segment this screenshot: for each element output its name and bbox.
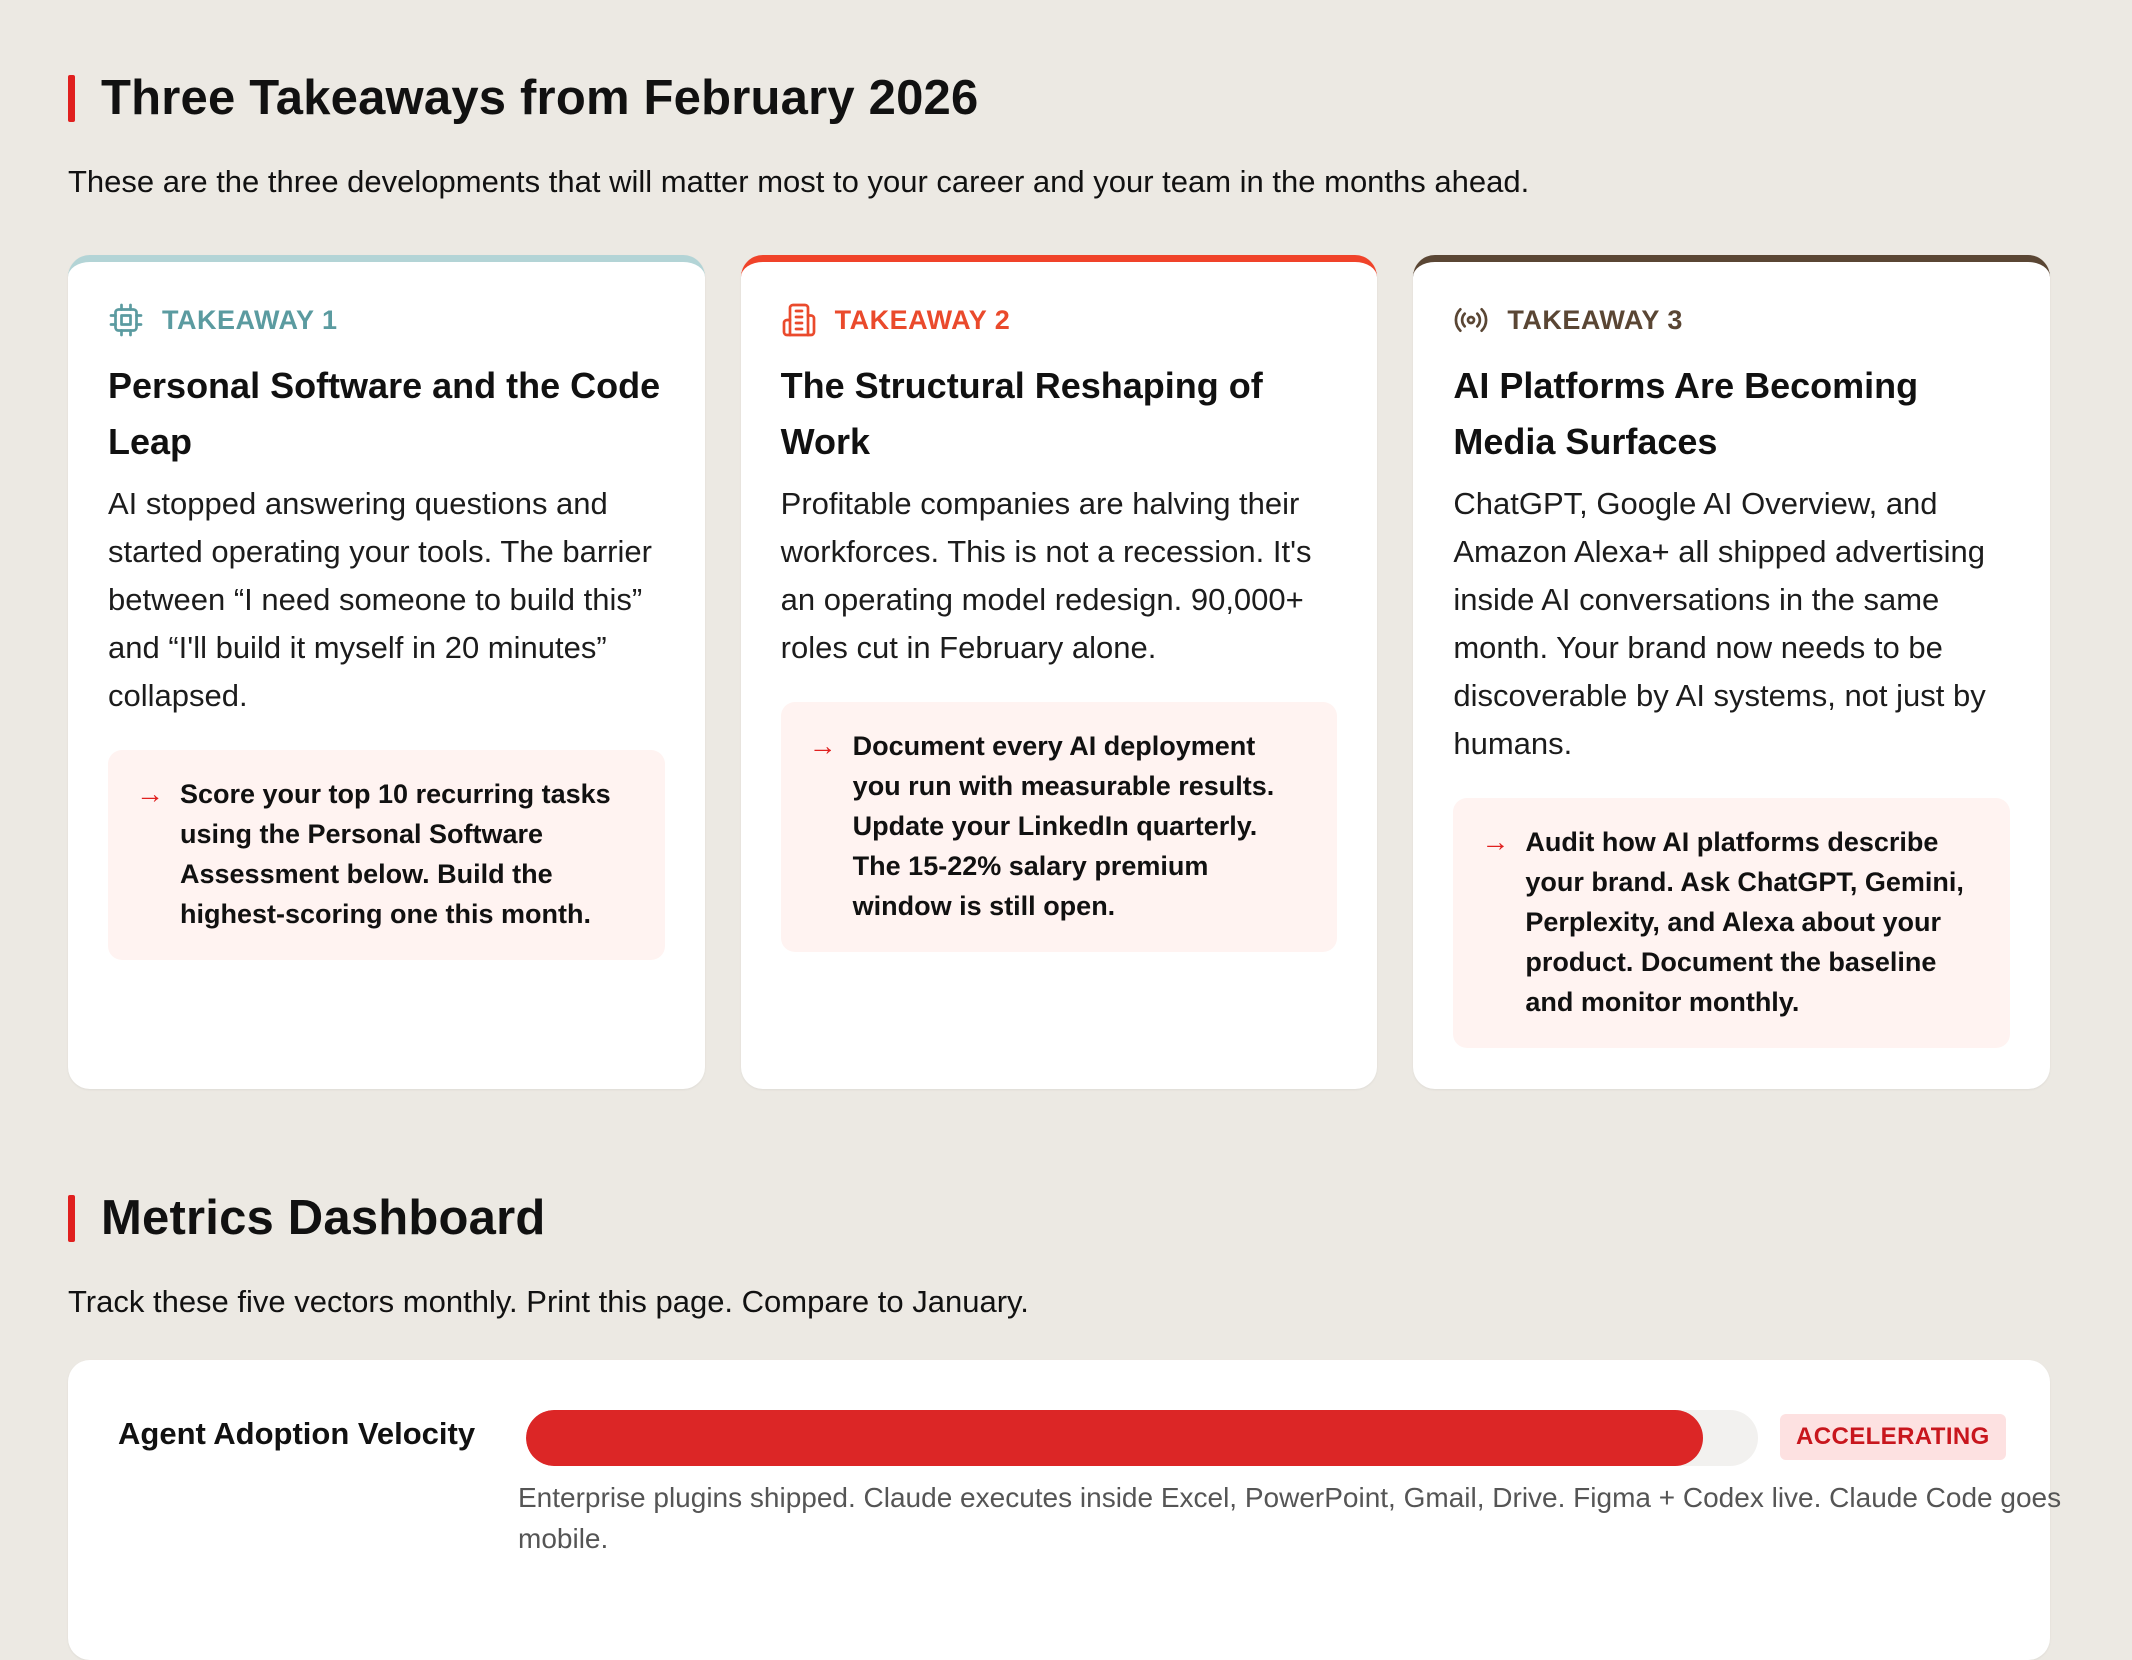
takeaway-label-1	[108, 300, 665, 340]
metric-progress-track	[526, 1410, 1758, 1466]
action-box	[1453, 798, 2010, 1048]
arrow-right-icon: →	[136, 778, 164, 809]
takeaway-card-3	[1413, 255, 2050, 1089]
heading-accent-bar	[68, 75, 75, 122]
action-text: Score your top 10 recurring tasks using the Personal Software Assessment below. Build the highest-scoring one this month.	[180, 779, 611, 929]
action-text: Document every AI deployment you run with measurable results. Update your LinkedIn quarterly. The 15-22% salary premium window is still open.	[852, 731, 1275, 921]
takeaway-body: ChatGPT, Google AI Overview, and Amazon Alexa+ all shipped advertising inside AI conversations in the same month. Your brand now needs to be discoverable by AI systems, not just by humans.	[1453, 486, 1986, 761]
takeaway-label-text: TAKEAWAY 2	[834, 304, 1011, 335]
takeaway-label-2	[781, 300, 1338, 340]
takeaway-label-text: TAKEAWAY 3	[1507, 304, 1683, 335]
takeaway-label-text: TAKEAWAY 1	[162, 304, 338, 335]
takeaway-title: AI Platforms Are Becoming Media Surfaces	[1453, 365, 1919, 462]
metrics-title: Metrics Dashboard	[101, 1191, 546, 1245]
takeaway-label-3	[1453, 300, 2010, 340]
takeaway-title: The Structural Reshaping of Work	[780, 365, 1263, 462]
broadcast-icon	[1453, 302, 1489, 338]
metric-name: Agent Adoption Velocity	[118, 1416, 476, 1451]
takeaway-card-2	[741, 255, 1378, 1089]
heading-accent-bar	[68, 1195, 75, 1242]
metrics-subtitle: Track these five vectors monthly. Print this page. Compare to January.	[68, 1284, 1029, 1319]
action-box	[108, 750, 665, 960]
action-box	[781, 702, 1338, 952]
arrow-right-icon: →	[808, 730, 837, 761]
takeaway-body: Profitable companies are halving their workforces. This is not a recession. It's an operating model redesign. 90,000+ roles cut in February alone.	[780, 486, 1312, 665]
takeaways-heading	[68, 70, 978, 126]
metrics-heading	[68, 1190, 546, 1246]
metric-description: Enterprise plugins shipped. Claude executes inside Excel, PowerPoint, Gmail, Drive. Figma + Codex live. Claude Code goes mobile.	[518, 1482, 2062, 1554]
chip-icon	[108, 302, 144, 338]
takeaway-cards	[68, 255, 2050, 1089]
action-text: Audit how AI platforms describe your brand. Ask ChatGPT, Gemini, Perplexity, and Alexa about your product. Document the baseline and monitor monthly.	[1525, 827, 1964, 1017]
building-icon	[781, 302, 817, 338]
metrics-dashboard	[68, 1360, 2062, 1660]
takeaways-title: Three Takeaways from February 2026	[101, 71, 979, 125]
takeaways-subtitle: These are the three developments that will matter most to your career and your team in the months ahead.	[68, 164, 1530, 199]
arrow-right-icon: →	[1481, 826, 1510, 857]
takeaway-body: AI stopped answering questions and started operating your tools. The barrier between “I need someone to build this” and “I'll build it myself in 20 minutes” collapsed.	[108, 486, 652, 713]
metric-progress-fill	[526, 1410, 1703, 1466]
takeaway-card-1	[68, 255, 705, 1089]
status-badge: ACCELERATING	[1780, 1414, 2006, 1460]
takeaway-title: Personal Software and the Code Leap	[108, 365, 661, 462]
